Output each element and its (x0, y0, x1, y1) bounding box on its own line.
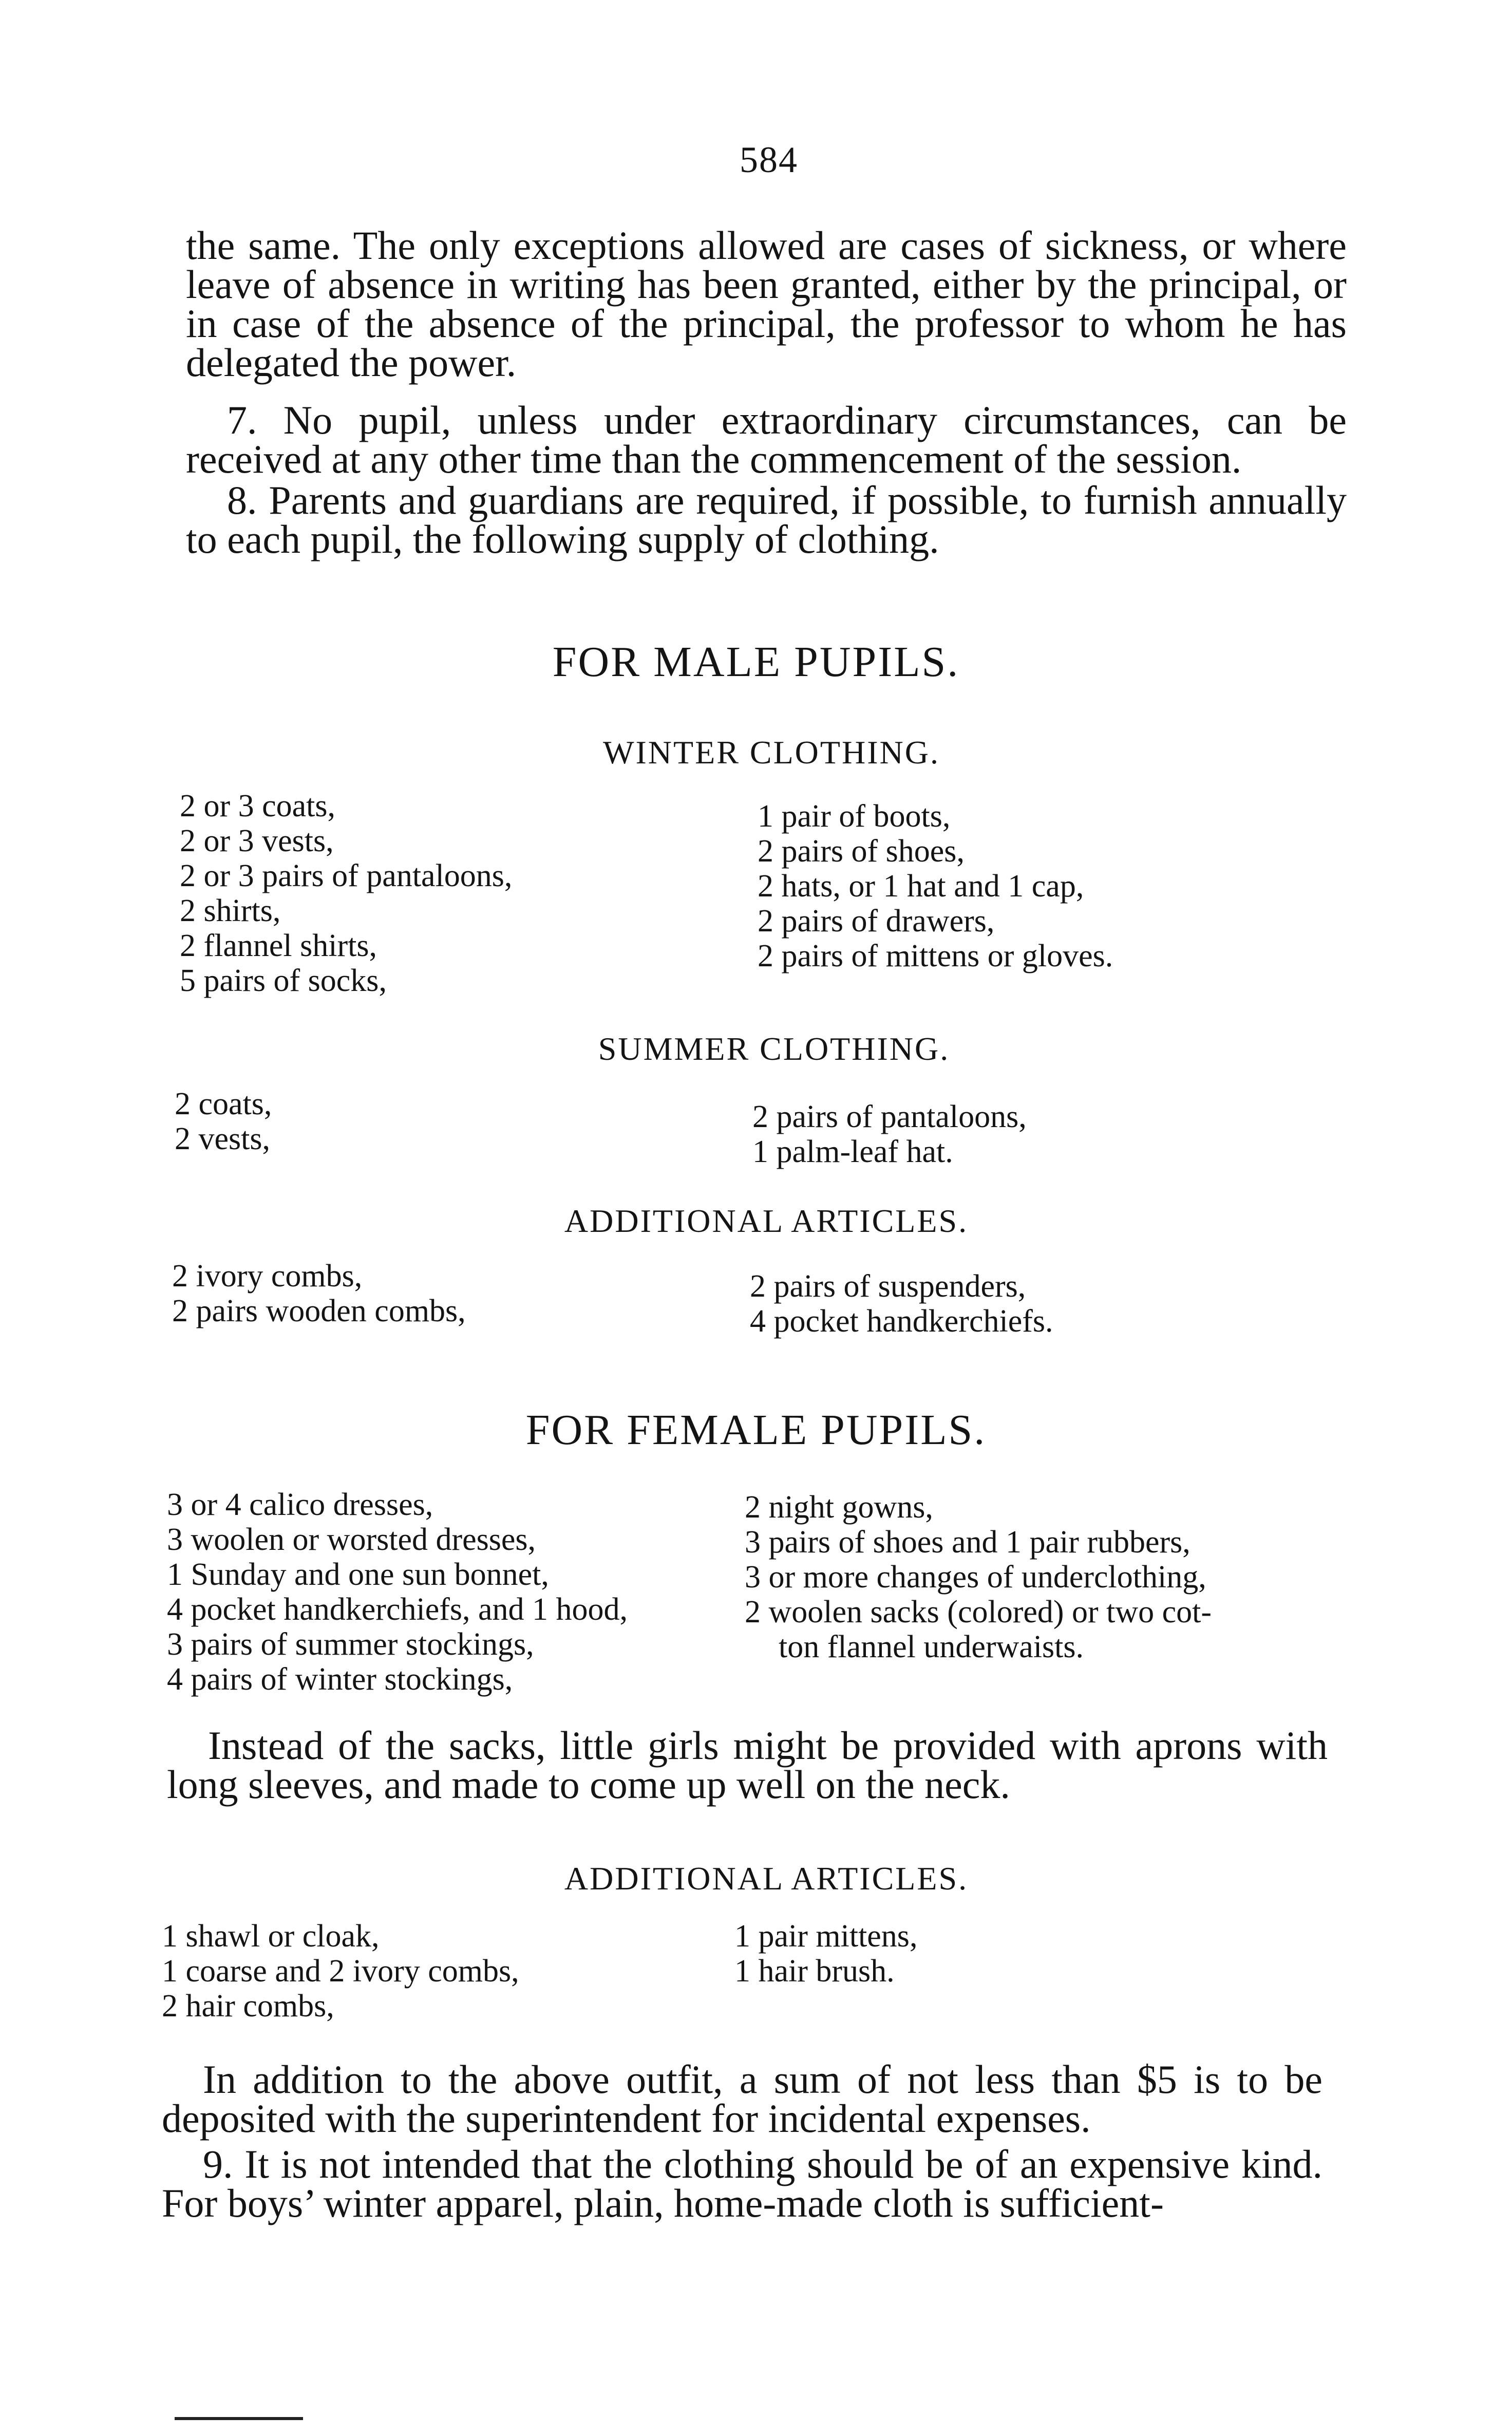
male-additional-heading: ADDITIONAL ARTICLES. (564, 1203, 969, 1239)
list-item: 2 night gowns, (745, 1490, 933, 1525)
list-item: 4 pocket handkerchiefs, and 1 hood, (167, 1592, 628, 1627)
list-item: 2 or 3 vests, (180, 823, 334, 858)
paragraph-rule-7-text: 7. No pupil, unless under extraordinary circumstances, can be received at any other time than the commencement of the session. (186, 398, 1347, 481)
summer-clothing-heading: SUMMER CLOTHING. (598, 1031, 950, 1067)
paragraph-rule-8 (186, 478, 1347, 561)
list-item: 2 coats, (175, 1087, 272, 1121)
female-list-left (167, 1487, 628, 1697)
female-additional-list-left (162, 1919, 519, 2024)
list-item: 1 hair brush. (734, 1954, 895, 1989)
male-additional-list-left (172, 1259, 466, 1328)
list-item: 4 pairs of winter stockings, (167, 1662, 513, 1697)
list-item: 2 or 3 coats, (180, 789, 336, 823)
paragraph-rule-7 (186, 398, 1347, 481)
male-additional-list-right (750, 1269, 1053, 1339)
list-item-continuation (745, 1629, 1212, 1664)
list-item: 2 vests, (175, 1121, 270, 1156)
list-item: 3 woolen or worsted dresses, (167, 1522, 536, 1557)
male-summer-list-right (752, 1099, 1027, 1169)
list-item: 2 woolen sacks (colored) or two cot- (745, 1595, 1212, 1629)
list-item: 1 shawl or cloak, (162, 1919, 380, 1954)
list-item: 2 pairs of suspenders, (750, 1269, 1026, 1304)
male-summer-list-left (175, 1087, 272, 1156)
list-item: 3 pairs of shoes and 1 pair rubbers, (745, 1525, 1190, 1560)
winter-clothing-heading: WINTER CLOTHING. (603, 734, 940, 771)
list-item: 2 pairs wooden combs, (172, 1294, 466, 1328)
list-item: 3 pairs of summer stockings, (167, 1627, 534, 1662)
list-item: 3 or more changes of underclothing, (745, 1560, 1206, 1595)
deposit-paragraph (162, 2057, 1322, 2141)
list-item: 2 hats, or 1 hat and 1 cap, (758, 869, 1084, 904)
female-note (167, 1723, 1328, 1807)
female-pupils-heading: FOR FEMALE PUPILS. (525, 1406, 987, 1454)
list-item: 2 or 3 pairs of pantaloons, (180, 858, 513, 893)
list-item: 2 hair combs, (162, 1989, 334, 2024)
paragraph-rule-9-text: 9. It is not intended that the clothing should be of an expensive kind. For boys’ winter apparel, plain, home-made cloth is sufficient- (162, 2142, 1322, 2225)
list-item: 2 shirts, (180, 893, 281, 928)
footer-rule (175, 2417, 303, 2420)
paragraph-rule-8-text: 8. Parents and guardians are required, if possible, to furnish annually to each pupil, the following supply of clothing. (186, 478, 1347, 561)
female-additional-heading: ADDITIONAL ARTICLES. (564, 1860, 969, 1897)
list-item: 2 pairs of pantaloons, (752, 1099, 1027, 1134)
page-number: 584 (740, 139, 798, 180)
list-item: 5 pairs of socks, (180, 963, 387, 998)
list-item: 2 pairs of mittens or gloves. (758, 939, 1113, 973)
list-item: 1 Sunday and one sun bonnet, (167, 1557, 549, 1592)
list-item: 1 pair mittens, (734, 1919, 918, 1954)
female-list-right (745, 1490, 1212, 1664)
paragraph-rule-9 (162, 2142, 1322, 2225)
list-item: 3 or 4 calico dresses, (167, 1487, 433, 1522)
list-item: 2 ivory combs, (172, 1259, 363, 1294)
female-additional-list-right (734, 1919, 917, 1989)
male-pupils-heading: FOR MALE PUPILS. (552, 638, 960, 686)
list-item: 2 flannel shirts, (180, 928, 377, 963)
list-item: 2 pairs of drawers, (758, 904, 995, 939)
continuation-text: ton flannel underwaists. (779, 1629, 1084, 1664)
list-item: 1 coarse and 2 ivory combs, (162, 1954, 519, 1989)
deposit-paragraph-text: In addition to the above outfit, a sum of not less than $5 is to be deposited with the superintendent for incidental expenses. (162, 2057, 1322, 2141)
male-winter-list-left (180, 789, 512, 998)
paragraph-continuation: the same. The only exceptions allowed are cases of sickness, or where leave of absence in writing has been granted, either by the principal, or in case of the absence of the principal, the professor to whom he has delegated the power. (186, 223, 1347, 385)
female-note-text: Instead of the sacks, little girls might be provided with aprons with long sleeves, and made to come up well on the neck. (167, 1723, 1328, 1807)
list-item: 4 pocket handkerchiefs. (750, 1304, 1053, 1339)
list-item: 2 pairs of shoes, (758, 834, 965, 869)
list-item: 1 pair of boots, (758, 799, 951, 834)
male-winter-list-right (758, 799, 1113, 973)
list-item: 1 palm-leaf hat. (752, 1134, 953, 1169)
